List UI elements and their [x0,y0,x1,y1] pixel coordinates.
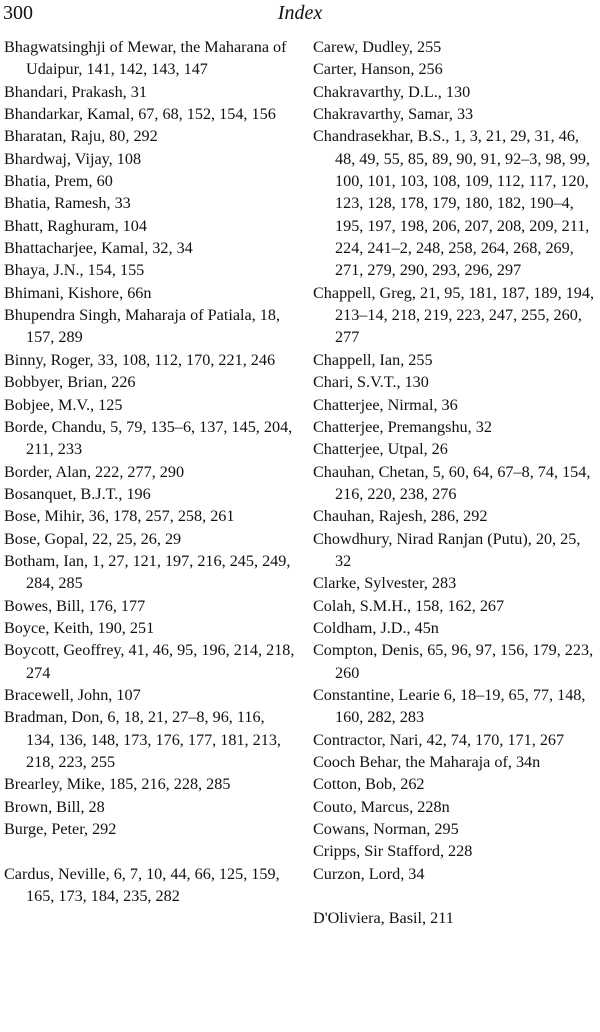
index-entry: Chatterjee, Nirmal, 36 [313,395,458,414]
index-entry: Chandrasekhar, B.S., 1, 3, 21, 29, 31, 46, 48, 49, 55, 85, 89, 90, 91, 92–3, 98, 99, 100, 101, 103, 108, 109, 112, 117, 120, 123, 128, 178, 179, 180, 182, 190–4, 195, 197, 198, 206, 207, 208, 209, 211, 224, 241–2, 248, 258, 264, 268, 269, 271, 279, 290, 293, 296, 297 [313,127,590,280]
page-header [0,0,600,30]
index-entry: Brown, Bill, 28 [4,797,105,816]
index-entry: Bracewell, John, 107 [4,685,141,704]
index-entry: Bowes, Bill, 176, 177 [4,596,146,615]
index-entry: Chappell, Ian, 255 [313,350,433,369]
index-entry: Chauhan, Rajesh, 286, 292 [313,507,488,526]
index-entry: Compton, Denis, 65, 96, 97, 156, 179, 223, 260 [313,641,594,682]
index-entry: Bhaya, J.N., 154, 155 [4,261,145,280]
index-entry: Bhagwatsinghji of Mewar, the Maharana of Udaipur, 141, 142, 143, 147 [4,38,287,79]
index-entry: Botham, Ian, 1, 27, 121, 197, 216, 245, 249, 284, 285 [4,551,291,593]
index-entry: Chakravarthy, D.L., 130 [313,82,471,101]
index-entry: Boyce, Keith, 190, 251 [4,618,155,637]
index-entry: Constantine, Learie 6, 18–19, 65, 77, 148, 160, 282, 283 [313,685,586,727]
index-entry: Bose, Mihir, 36, 178, 257, 258, 261 [4,507,235,526]
index-entry: Chauhan, Chetan, 5, 60, 64, 67–8, 74, 154, 216, 220, 238, 276 [313,462,591,503]
index-entry: Chakravarthy, Samar, 33 [313,105,474,124]
index-entry: Colah, S.M.H., 158, 162, 267 [313,596,505,615]
index-entry: Bharatan, Raju, 80, 292 [4,127,158,146]
index-entry: Chowdhury, Nirad Ranjan (Putu), 20, 25, 32 [313,529,581,570]
index-entry: Bhupendra Singh, Maharaja of Patiala, 18, 157, 289 [4,306,281,347]
index-entry: Chari, S.V.T., 130 [313,373,429,392]
index-entry: Curzon, Lord, 34 [313,864,425,883]
index-entry: Carew, Dudley, 255 [313,38,442,56]
index-entry: Bosanquet, B.J.T., 196 [4,484,151,503]
index-entry: Cripps, Sir Stafford, 228 [313,842,473,861]
index-entry: D'Oliviera, Basil, 211 [313,909,454,928]
index-entry: Binny, Roger, 33, 108, 112, 170, 221, 246 [4,350,276,369]
index-entry: Bhatt, Raghuram, 104 [4,216,147,235]
index-entry: Bhardwaj, Vijay, 108 [4,149,142,168]
index-entry: Cooch Behar, the Maharaja of, 34n [313,753,541,771]
index-entry: Chatterjee, Utpal, 26 [313,440,448,459]
index-entry: Bhatia, Prem, 60 [4,172,113,191]
index-column-right [313,36,597,930]
index-entry: Borde, Chandu, 5, 79, 135–6, 137, 145, 204, 211, 233 [4,417,293,459]
index-entry: Carter, Hanson, 256 [313,60,443,79]
index-entry: Couto, Marcus, 228n [313,797,450,816]
index-entry: Bose, Gopal, 22, 25, 26, 29 [4,529,182,548]
index-column-left [4,36,296,907]
index-entry: Border, Alan, 222, 277, 290 [4,462,185,481]
index-entry: Contractor, Nari, 42, 74, 170, 171, 267 [313,730,565,749]
section-gap [313,885,597,907]
index-entry: Bhimani, Kishore, 66n [4,283,152,302]
index-entry: Chappell, Greg, 21, 95, 181, 187, 189, 194, 213–14, 218, 219, 223, 247, 255, 260, 277 [313,283,595,347]
index-entry: Bhandarkar, Kamal, 67, 68, 152, 154, 156 [4,105,276,124]
index-entry: Cardus, Neville, 6, 7, 10, 44, 66, 125, 159, 165, 173, 184, 235, 282 [4,864,280,906]
index-entry: Cowans, Norman, 295 [313,820,459,839]
page-number: 300 [3,2,33,24]
index-entry: Burge, Peter, 292 [4,820,117,839]
index-entry: Bobjee, M.V., 125 [4,395,123,414]
index-entry: Bobbyer, Brian, 226 [4,373,136,392]
running-title: Index [277,2,323,24]
index-entry: Brearley, Mike, 185, 216, 228, 285 [4,775,231,794]
index-entry: Bhattacharjee, Kamal, 32, 34 [4,239,193,258]
index-entry: Cotton, Bob, 262 [313,775,425,794]
index-entry: Boycott, Geoffrey, 41, 46, 95, 196, 214, 218, 274 [4,641,295,682]
index-entry: Bhatia, Ramesh, 33 [4,194,131,213]
index-entry: Bhandari, Prakash, 31 [4,82,147,101]
index-entry: Clarke, Sylvester, 283 [313,574,457,593]
index-entry: Coldham, J.D., 45n [313,618,439,637]
index-entry: Bradman, Don, 6, 18, 21, 27–8, 96, 116, 134, 136, 148, 173, 176, 177, 181, 213, 218, 223, 255 [4,708,281,771]
section-gap [4,840,296,862]
index-entry: Chatterjee, Premangshu, 32 [313,417,492,436]
